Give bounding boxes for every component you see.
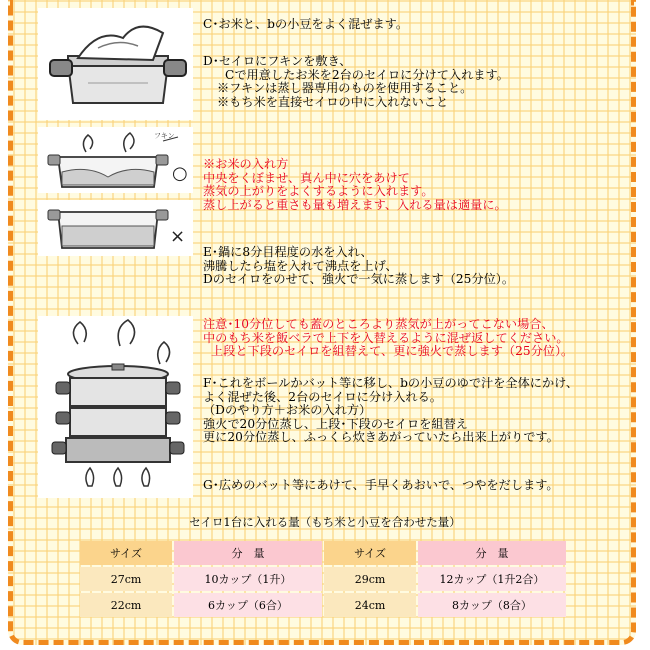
- rice-fill-bad-illustration: [38, 200, 193, 256]
- caution-line3: 上段と下段のセイロを組替えて、更に強火で蒸します（25分位）。: [211, 344, 574, 359]
- rice-tip-line2: 蒸気の上がりをよくするように入れます。: [203, 184, 434, 199]
- table-cell: 22cm: [80, 593, 172, 617]
- table-row: [80, 567, 566, 591]
- fukin-label: フキン: [154, 132, 175, 140]
- ok-mark: ○: [172, 163, 188, 184]
- step-f-line4: 強火で20分位蒸し、上段･下段のセイロを組替え: [203, 416, 468, 431]
- steamer-cloth-illustration: [38, 8, 193, 120]
- step-f-line1: F･これをボールかバット等に移し、bの小豆のゆで汁を全体にかけ、: [203, 376, 579, 390]
- step-e-line1: E･鍋に8分目程度の水を入れ、: [203, 245, 373, 259]
- rice-tip-line1: 中央をくぼませ、真ん中に穴をあけて: [203, 170, 410, 185]
- capacity-table-title: セイロ1台に入れる量（もち米と小豆を合わせた量）: [189, 515, 461, 529]
- caution: [203, 318, 573, 359]
- table-cell: 27cm: [80, 567, 172, 591]
- table-row: [80, 593, 566, 617]
- table-cell: 24cm: [324, 593, 416, 617]
- step-c-text: C･お米と、bの小豆をよく混ぜます。: [203, 17, 409, 31]
- caution-line2: 中のもち米を飯ベラで上下を入替えるように混ぜ返してください。: [203, 330, 569, 345]
- table-header-row: [80, 541, 566, 565]
- step-e-line2: 沸騰したら塩を入れて沸点を上げ、: [203, 258, 398, 273]
- step-g: [203, 479, 559, 493]
- rice-tip-heading: ※お米の入れ方: [203, 157, 289, 171]
- step-d: [203, 55, 509, 109]
- step-d-line2: Cで用意したお米を2台のセイロに分けて入れます。: [225, 67, 509, 82]
- step-d-note2: ※もち米を直接セイロの中に入れないこと: [217, 94, 449, 109]
- step-c: [203, 18, 408, 32]
- table-cell: 12カップ（1升2合）: [418, 567, 566, 591]
- table-cell: 6カップ（6合）: [174, 593, 322, 617]
- ng-mark: ×: [170, 226, 186, 247]
- caution-line1: 注意･10分位しても蓋のところより蒸気が上がってこない場合、: [203, 317, 554, 331]
- header-size-1: サイズ: [80, 541, 172, 565]
- step-d-line1: D･セイロにフキンを敷き、: [203, 54, 352, 68]
- capacity-table: [78, 539, 568, 619]
- step-f: [203, 377, 578, 445]
- step-g-text: G･広めのバット等にあけて、手早くあおいで、つやをだします。: [203, 478, 559, 492]
- step-f-line3: （Dのやり方＋お米の入れ方）: [203, 403, 372, 418]
- stacked-steamer-illustration: [38, 316, 193, 498]
- step-e-line3: Dのセイロをのせて、強火で一気に蒸します（25分位）。: [203, 272, 515, 287]
- rice-tip: [203, 158, 507, 212]
- rice-tip-line3: 蒸し上がると重さも量も増えます、入れる量は適量に。: [203, 197, 507, 212]
- table-cell: 10カップ（1升）: [174, 567, 322, 591]
- step-d-note1: ※フキンは蒸し器専用のものを使用すること。: [217, 81, 473, 96]
- table-cell: 8カップ（8合）: [418, 593, 566, 617]
- rice-fill-good-illustration: [38, 127, 193, 193]
- table-cell: 29cm: [324, 567, 416, 591]
- step-f-line2: よく混ぜた後、2台のセイロに分け入れる。: [203, 389, 442, 404]
- header-size-2: サイズ: [324, 541, 416, 565]
- header-amount-2: 分 量: [418, 541, 566, 565]
- step-f-line5: 更に20分位蒸し、ふっくら炊きあがっていたら出来上がりです。: [203, 430, 559, 445]
- step-e: [203, 246, 514, 287]
- header-amount-1: 分 量: [174, 541, 322, 565]
